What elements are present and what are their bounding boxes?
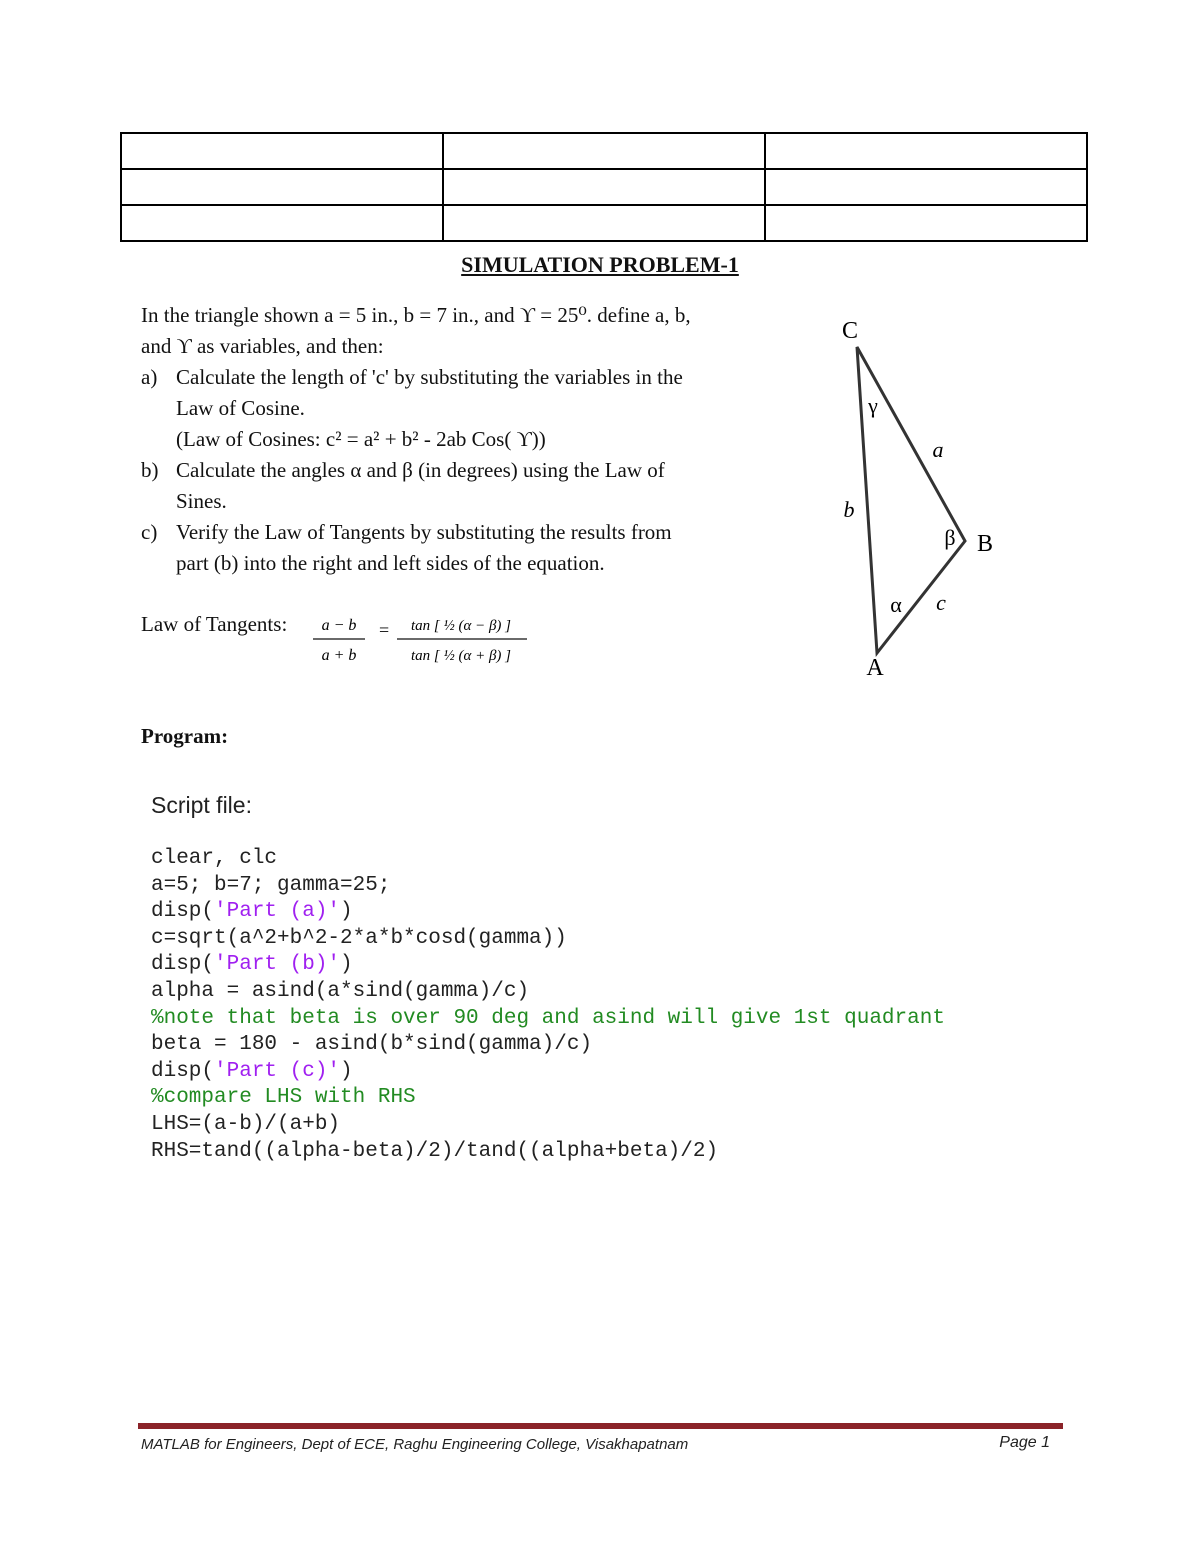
code-text: LHS=(a-b)/(a+b) <box>151 1112 341 1136</box>
program-heading: Program: <box>141 724 229 748</box>
item-label: a) <box>141 365 158 389</box>
law-of-tangents-label: Law of Tangents: <box>141 612 288 636</box>
law-of-tangents-equation <box>311 608 541 698</box>
code-text: ) <box>340 900 353 924</box>
vertex-b-label: B <box>976 531 994 557</box>
code-comment: %note that beta is over 90 deg and asind will give 1st quadrant <box>151 1006 945 1030</box>
angle-gamma-label: γ <box>868 393 878 418</box>
code-line <box>151 952 945 979</box>
code-line <box>151 1006 945 1033</box>
item-text: part (b) into the right and left sides of the equation. <box>176 551 605 575</box>
problem-item-b <box>141 455 771 517</box>
code-text: disp( <box>151 900 215 924</box>
header-cell <box>443 169 765 205</box>
item-label: b) <box>141 458 159 482</box>
header-table <box>120 132 1088 242</box>
item-text: Sines. <box>176 489 227 513</box>
rhs-denominator: tan [ ½ (α + β) ] <box>410 648 512 664</box>
header-cell <box>765 169 1087 205</box>
item-text: Law of Cosine. <box>176 396 305 420</box>
code-text: RHS=tand((alpha-beta)/2)/tand((alpha+beta)/2) <box>151 1139 719 1163</box>
code-line <box>151 899 945 926</box>
code-line <box>151 1139 945 1166</box>
code-block <box>151 846 945 1165</box>
script-file-heading: Script file: <box>151 792 252 818</box>
footer-divider <box>138 1423 1063 1429</box>
angle-beta-label: β <box>944 525 956 550</box>
header-table-row <box>121 169 1087 205</box>
law-of-cosines: (Law of Cosines: c² = a² + b² - 2ab Cos( ϒ)) <box>176 427 546 451</box>
side-c-label: c <box>936 590 946 615</box>
problem-intro-line: and ϒ as variables, and then: <box>141 334 384 358</box>
code-line <box>151 1112 945 1139</box>
header-cell <box>443 205 765 241</box>
code-text: ) <box>340 953 353 977</box>
code-string: 'Part (a)' <box>214 900 341 924</box>
header-cell <box>765 205 1087 241</box>
code-line <box>151 979 945 1006</box>
code-text: clear, clc <box>151 847 278 870</box>
page-title: SIMULATION PROBLEM-1 <box>461 252 739 277</box>
item-text: Calculate the length of 'c' by substituting the variables in the <box>176 365 683 389</box>
header-table-row <box>121 205 1087 241</box>
law-of-tangents <box>141 608 541 698</box>
code-text: c=sqrt(a^2+b^2-2*a*b*cosd(gamma)) <box>151 926 567 950</box>
code-text: disp( <box>151 953 215 977</box>
equals-sign: = <box>379 620 390 640</box>
code-text: disp( <box>151 1059 215 1083</box>
side-a-label: a <box>932 437 944 462</box>
rhs-numerator: tan [ ½ (α − β) ] <box>410 618 512 634</box>
header-cell <box>121 205 443 241</box>
code-line <box>151 926 945 953</box>
header-cell <box>121 169 443 205</box>
problem-statement <box>141 300 771 579</box>
code-string: 'Part (b)' <box>214 953 341 977</box>
code-line <box>151 1085 945 1112</box>
header-cell <box>765 133 1087 169</box>
code-line <box>151 873 945 900</box>
vertex-a-label: A <box>866 655 884 681</box>
code-text: ) <box>340 1059 353 1083</box>
code-string: 'Part (c)' <box>214 1059 341 1083</box>
header-table-row <box>121 133 1087 169</box>
code-comment: %compare LHS with RHS <box>151 1086 416 1110</box>
code-text: alpha = asind(a*sind(gamma)/c) <box>151 979 530 1003</box>
code-line <box>151 1032 945 1059</box>
code-line <box>151 1059 945 1086</box>
code-line <box>151 846 945 873</box>
vertex-c-label: C <box>841 318 859 344</box>
code-text: beta = 180 - asind(b*sind(gamma)/c) <box>151 1033 593 1057</box>
problem-item-c <box>141 517 771 579</box>
lhs-numerator: a − b <box>321 617 357 634</box>
code-text: a=5; b=7; gamma=25; <box>151 873 391 897</box>
lhs-denominator: a + b <box>321 647 357 664</box>
page-number: Page 1 <box>999 1434 1050 1451</box>
problem-intro-line: In the triangle shown a = 5 in., b = 7 in., and ϒ = 25⁰. define a, b, <box>141 303 691 327</box>
angle-alpha-label: α <box>890 592 902 617</box>
item-label: c) <box>141 520 158 544</box>
item-text: Verify the Law of Tangents by substituting the results from <box>176 520 672 544</box>
header-cell <box>443 133 765 169</box>
header-cell <box>121 133 443 169</box>
footer-text: MATLAB for Engineers, Dept of ECE, Raghu Engineering College, Visakhapatnam <box>141 1436 689 1453</box>
problem-item-a <box>141 362 771 455</box>
item-text: Calculate the angles α and β (in degrees) using the Law of <box>176 458 665 482</box>
side-b-label: b <box>843 497 855 522</box>
triangle-figure <box>830 305 1030 695</box>
